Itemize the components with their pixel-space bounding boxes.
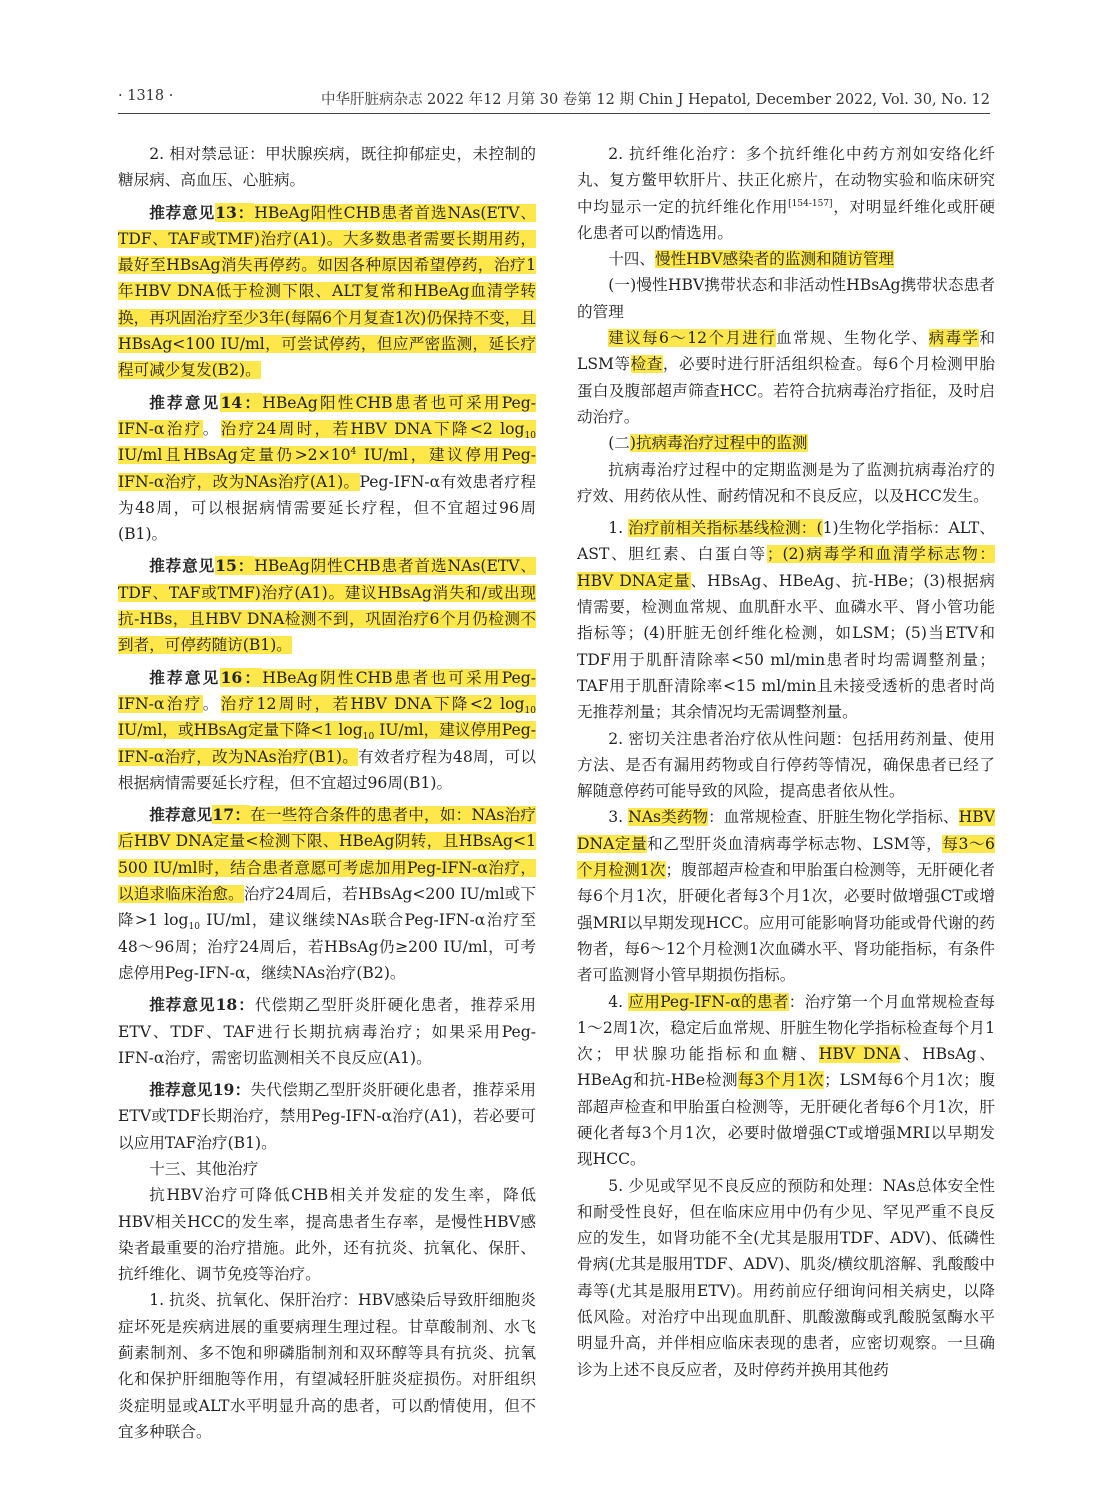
text: 十四、 xyxy=(608,250,655,269)
subheading xyxy=(577,430,995,456)
journal-title: 中华肝脏病杂志 2022 年12 月第 30 卷第 12 期 Chin J Hepatol, December 2022, Vol. 30, No. 12 xyxy=(320,92,990,108)
text: ：血常规检查、肝脏生物化学指标、 xyxy=(708,808,959,827)
subscript: 10 xyxy=(188,922,200,933)
paragraph: 2. 相对禁忌证：甲状腺疾病，既往抑郁症史，未控制的糖尿病、高血压、心脏病。 xyxy=(118,145,536,190)
text: ，必要时进行肝活组织检查。每6个月检测甲胎蛋白及腹部超声筛查HCC。若符合抗病毒治疗指征，及时启动治疗。 xyxy=(577,355,995,426)
text: Peg-IFN-α有效患者疗程为48周，可以根据病情需要延长疗程，但不宜超过96周(B1)。 xyxy=(118,472,536,544)
highlight: 每3～6个月检测1次 xyxy=(577,834,995,880)
highlight: HBeAg阴性CHB患者也可采用Peg-IFN-α治疗 xyxy=(118,668,536,713)
paragraph: 1. 抗炎、抗氧化、保肝治疗：HBV感染后导致肝细胞炎症坏死是疾病进展的重要病理生理过程。甘草酸制剂、水飞蓟素制剂、多不饱和卵磷脂制剂和双环醇等具有抗炎、抗氧化和保护肝细胞等作用，有望减轻肝脏炎症损伤。对肝组织炎症明显或ALT水平明显升高的患者，可以酌情使用，但不宜多种联合。 xyxy=(118,1291,536,1441)
highlight: HBeAg阳性CHB患者首选NAs(ETV、TDF、TAF或TMF)治疗(A1)。大多数患者需要长期用药，最好至HBsAg消失再停药。 xyxy=(118,203,536,275)
highlight: HBV DNA定量 xyxy=(577,808,995,853)
list-item-2: 2. 密切关注患者治疗依从性问题：包括用药剂量、使用方法、是否有漏用药物或自行停药等情况，确保患者已经了解随意停药可能导致的风险，提高患者依从性。 xyxy=(577,729,995,801)
list-item-3 xyxy=(577,804,995,988)
subscript: 10 xyxy=(524,431,536,442)
text: 2. 抗纤维化治疗：多个抗纤维化中药方剂如安络化纤丸、复方鳖甲软肝片、扶正化瘀片，在动物实验和临床研究中均显示一定的抗纤维化作用 xyxy=(577,145,995,216)
recommendation-18 xyxy=(118,992,536,1071)
right-column xyxy=(577,141,995,1441)
subheading: (一)慢性HBV携带状态和非活动性HBsAg携带状态患者的管理 xyxy=(577,276,995,321)
highlight: )抗病毒治疗过程中的监测 xyxy=(629,434,808,453)
text: 1. xyxy=(608,519,629,538)
text: IU/ml，建议继续NAs联合Peg-IFN-α治疗至48～96周；治疗24周后，若HBsAg仍≥200 IU/ml，可考虑停用Peg-IFN-α，继续NAs治疗(B2)。 xyxy=(118,911,536,982)
paragraph xyxy=(577,325,995,430)
text: (二 xyxy=(608,434,630,453)
rec-number: 19： xyxy=(212,1080,251,1100)
rec-number: 18： xyxy=(215,995,255,1015)
highlight: HBV DNA xyxy=(818,1045,901,1064)
rec-label: 推荐意见 xyxy=(149,392,221,412)
rec-number: 14： xyxy=(220,392,263,412)
text: ；腹部超声检查和甲胎蛋白检测等，无肝硬化者每6个月1次，肝硬化者每3个月1次，必要时做增强CT或增强MRI以早期发现HCC。应用可能影响肾功能或骨代谢的药物者，每6～12个月检测1次血磷水平、肾功能指标，有条件者可监测肾小管早期损伤指标。 xyxy=(577,861,995,985)
rec-label: 推荐意见 xyxy=(149,667,221,687)
highlight: HBeAg阴性CHB患者首选NAs(ETV、TDF、TAF或TMF)治疗(A1)。 xyxy=(118,557,536,602)
text: 3. xyxy=(608,808,629,827)
rec-label: 推荐意见 xyxy=(149,1080,213,1100)
paragraph: 抗病毒治疗过程中的定期监测是为了监测抗病毒治疗的疗效、用药依从性、耐药情况和不良反应，以及HCC发生。 xyxy=(577,460,995,505)
text: 、HBsAg、HBeAg和抗-HBe检测 xyxy=(577,1045,995,1090)
page-header xyxy=(118,88,990,112)
recommendation-13 xyxy=(118,200,536,384)
paragraph: 抗HBV治疗可降低CHB相关并发症的发生率，降低HBV相关HCC的发生率，提高患者生存率，是慢性HBV感染者最重要的治疗措施。此外，还有抗炎、抗氧化、保肝、抗纤维化、调节免疫等治疗。 xyxy=(118,1186,536,1284)
text: IU/ml，或HBsAg定量下降<1 log xyxy=(118,721,363,740)
recommendation-17 xyxy=(118,802,536,986)
text: 代偿期乙型肝炎肝硬化患者，推荐采用ETV、TDF、TAF进行长期抗病毒治疗；如果采用Peg-IFN-α治疗，需密切监测相关不良反应(A1)。 xyxy=(118,996,536,1067)
text: 。 xyxy=(202,419,221,438)
text: ，对明显纤维化或肝硬化患者可以酌情选用。 xyxy=(577,197,995,242)
rec-number: 13： xyxy=(215,202,255,222)
text: 治疗12周时，若HBV DNA下降<2 log xyxy=(220,694,525,713)
recommendation-15 xyxy=(118,553,536,658)
header-rule xyxy=(118,113,990,114)
text: 和乙型肝炎血清病毒学标志物、LSM等， xyxy=(647,834,943,853)
text: 4. xyxy=(608,992,629,1011)
citation: [154-157] xyxy=(788,198,833,209)
rec-label: 推荐意见 xyxy=(149,556,216,576)
rec-number: 16： xyxy=(220,667,263,687)
text: IU/ml且HBsAg定量仍>2×10 xyxy=(118,446,351,465)
highlight: 病毒学 xyxy=(928,329,980,348)
list-item-4 xyxy=(577,989,995,1173)
highlight: 在一些符合条件的患者中，如：NAs治疗后HBV DNA定量<检测下限、HBeAg阴转，且HBsAg<1 500 IU/ml时，结合患者意愿可考虑加用Peg-IFN-α治疗，以追求临床治愈。 xyxy=(118,806,536,904)
text: 、HBsAg、HBeAg、抗-HBe；(3)根据病情需要，检测血常规、血肌酐水平、血磷水平、肾小管功能指标等；(4)肝脏无创纤维化检测，如LSM；(5)当ETV和TDF用于肌酐清除率<50 ml/min患者时均需调整剂量；TAF用于肌酐清除率<15 ml/min且未接受透析的患者时尚无推荐剂量；其余情况均无需调整剂量。 xyxy=(577,571,995,722)
text: ：治疗第一个月血常规检查每1～2周1次，稳定后血常规、肝脏生物化学指标检查每个月1次；甲状腺功能指标和血糖、 xyxy=(577,992,995,1064)
list-item-1 xyxy=(577,515,995,725)
page-number: · 1318 · xyxy=(118,88,174,104)
highlight: 建议HBsAg消失和/或出现抗-HBs，且HBV DNA检测不到，巩固治疗6个月仍检测不到者，可停药随访(B1)。 xyxy=(118,583,536,655)
highlight: ；(2)病毒学和血清学标志物：HBV DNA定量 xyxy=(577,545,995,590)
text: 。 xyxy=(202,694,221,713)
text: 和LSM等 xyxy=(577,329,995,374)
highlight: 如因各种原因希望停药，治疗1年HBV DNA低于检测下限、ALT复常和HBeAg血清学转换，再巩固治疗至少3年(每隔6个月复查1次)仍保持不变，且HBsAg<100 IU/ml，可尝试停药，但应严密监测，延长疗程可减少复发(B2)。 xyxy=(118,256,536,380)
highlight: 慢性HBV感染者的监测和随访管理 xyxy=(654,250,895,269)
subscript: 10 xyxy=(524,706,536,717)
left-column xyxy=(118,141,536,1441)
highlight: 检查 xyxy=(630,355,663,374)
text: 治疗24周时，若HBV DNA下降<2 log xyxy=(220,419,525,438)
text: 有效者疗程为48周，可以根据病情需要延长疗程，但不宜超过96周(B1)。 xyxy=(118,747,536,792)
subscript: 10 xyxy=(362,732,375,743)
rec-number: 15： xyxy=(215,556,255,576)
rec-label: 推荐意见 xyxy=(149,202,216,222)
text: IU/ml，建议停用Peg-IFN-α治疗，改为NAs治疗(A1)。 xyxy=(118,446,536,491)
highlight: 治疗前相关指标基线检测：( xyxy=(628,519,823,538)
superscript: 4 xyxy=(350,447,357,458)
text: 血常规、生物化学、 xyxy=(776,329,929,348)
recommendation-14 xyxy=(118,390,536,548)
paragraph xyxy=(577,141,995,246)
section-heading-14 xyxy=(577,246,995,272)
highlight: NAs类药物 xyxy=(628,808,709,827)
highlight: 建议每6～12个月进行 xyxy=(608,329,777,348)
text: ；LSM每6个月1次；腹部超声检查和甲胎蛋白检测等，无肝硬化者每6个月1次，肝硬化者每3个月1次，必要时做增强CT或增强MRI以早期发现HCC。 xyxy=(577,1071,995,1169)
text: 治疗24周后，若HBsAg<200 IU/ml或下降>1 log xyxy=(118,885,536,930)
list-item-5: 5. 少见或罕见不良反应的预防和处理：NAs总体安全性和耐受性良好，但在临床应用中仍有少见、罕见严重不良反应的发生，如肾功能不全(尤其是服用TDF、ADV)、低磷性骨病(尤其是服用TDF、ADV)、肌炎/横纹肌溶解、乳酸酸中毒等(尤其是服用ETV)。用药前应仔细询问相关病史，以降低风险。对治疗中出现血肌酐、肌酸激酶或乳酸脱氢酶水平明显升高，并伴相应临床表现的患者，应密切观察。一旦确诊为上述不良反应者，及时停药并换用其他药 xyxy=(577,1176,995,1379)
highlight: 应用Peg-IFN-α的患者 xyxy=(628,992,789,1011)
recommendation-19 xyxy=(118,1077,536,1156)
rec-label: 推荐意见 xyxy=(149,995,216,1015)
highlight: HBeAg阳性CHB患者也可采用Peg-IFN-α治疗 xyxy=(118,393,536,438)
rec-number: 17： xyxy=(212,805,251,825)
text: IU/ml，建议停用Peg-IFN-α治疗，改为NAs治疗(B1)。 xyxy=(118,721,536,766)
highlight: 每3个月1次 xyxy=(738,1071,825,1090)
section-heading-13: 十三、其他治疗 xyxy=(149,1159,259,1178)
recommendation-16 xyxy=(118,665,536,796)
text: 失代偿期乙型肝炎肝硬化患者，推荐采用ETV或TDF长期治疗，禁用Peg-IFN-α治疗(A1)，若必要可以应用TAF治疗(B1)。 xyxy=(118,1081,536,1152)
text: 1)生物化学指标：ALT、AST、胆红素、白蛋白等 xyxy=(577,519,995,564)
rec-label: 推荐意见 xyxy=(149,805,213,825)
